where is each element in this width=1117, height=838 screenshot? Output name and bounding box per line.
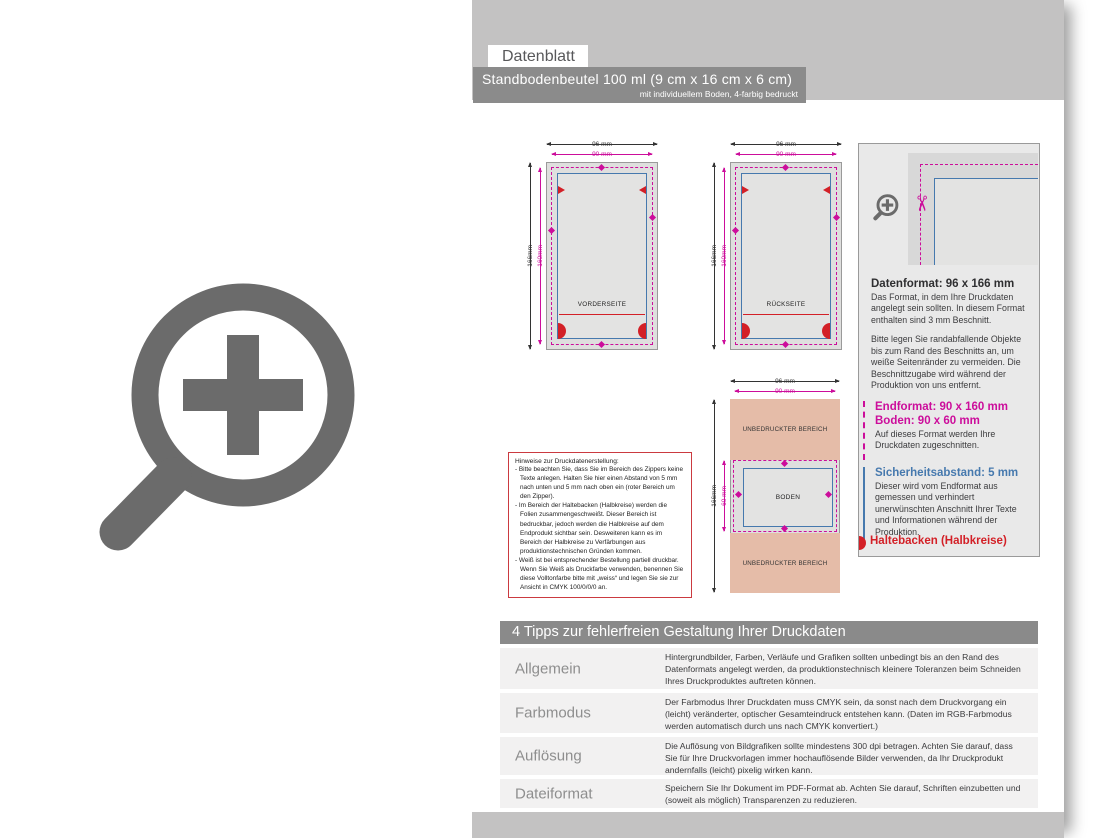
dim-width-inner (735, 151, 837, 158)
dim-line (731, 144, 841, 145)
dim-width-outer (730, 378, 840, 385)
hints-title: Hinweise zur Druckdatenerstellung: (515, 458, 619, 465)
hint-item: - Im Bereich der Haltebacken (Halbkreise) werden die Folien zusammengeschweißt. Dieser Bereich ist bedruckbar, jedoch werden die Halbkreise auf dem Endprodukt sichtbar sein. Desweiteren kann es im Bereich der Halbkreise zu Verfärbungen aus produktionstechnischen Gründen kommen. (515, 501, 685, 556)
dim-width-inner (551, 151, 653, 158)
section-haltebacken (859, 535, 1039, 551)
tip-text: Der Farbmodus Ihrer Druckdaten muss CMYK sein, da sonst nach dem Druckvorgang ein (leicht) veränderter, optischer Gesamteindruck entstehen kann. (Daten im RGB-Farbmodus werden automatisch durch uns nach CMYK konvertiert.) (665, 697, 1012, 731)
dim-label: 96 mm (772, 378, 798, 385)
dim-label: 90 mm (772, 388, 798, 395)
dim-width-inner (734, 388, 836, 395)
hint-item: - Weiß ist bei entsprechender Bestellung partiell druckbar. Wenn Sie Weiß als Druckfarbe verwenden, benennen Sie diese Volltonfarbe bitte mit „weiss“ und legen Sie sie zur Ansicht in CMYK 100/0/0/0 an. (515, 556, 685, 592)
title-bar (473, 67, 806, 103)
hints-list (515, 465, 685, 592)
dim-line (714, 400, 715, 592)
tip-label: Auflösung (515, 747, 582, 765)
dim-label: 90 mm (589, 151, 615, 158)
dim-label: 160mm (537, 242, 544, 270)
tip-label: Farbmodus (515, 704, 591, 722)
unprinted-label: UNBEDRUCKTER BEREICH (742, 426, 828, 433)
dim-line (547, 144, 657, 145)
magnifier-plus-graphic (872, 194, 900, 222)
corner-detail-illustration (908, 153, 1038, 265)
dim-height-boden (721, 460, 728, 532)
unprinted-zone-top (730, 399, 840, 460)
sicherheitsabstand-text: Dieser wird vom Endformat aus gemessen und verhindert unerwünschten Anschnitt Ihrer Texte und Informationen während der Produktion. (875, 481, 1017, 537)
unprinted-label: UNBEDRUCKTER BEREICH (742, 559, 828, 567)
dim-line (724, 461, 725, 531)
diagram-boden (711, 378, 840, 593)
tip-row-allgemein (500, 648, 1038, 689)
sicherheitsabstand-heading: Sicherheitsabstand: 5 mm (875, 467, 1019, 479)
boden-label: BODEN (775, 494, 801, 501)
dim-width-outer (546, 141, 658, 148)
tip-text: Die Auflösung von Bildgrafiken sollte mindestens 300 dpi betragen. Achten Sie darauf, dass Sie für Ihre Druckvorlagen immer hochauflösende Bilder verwenden, da Ihr Druckprodukt andernfalls (leicht) pixelig wirken kann. (665, 741, 1013, 775)
section-datenformat (871, 278, 1031, 399)
zipper-marker-right (823, 186, 830, 194)
diagram-back (711, 141, 842, 350)
dim-height-inner (721, 167, 728, 345)
diagram-front (527, 141, 658, 350)
zipper-marker-right (639, 186, 646, 194)
front-label: VORDERSEITE (577, 301, 627, 308)
zipper-marker-left (742, 186, 749, 194)
dim-label: 96 mm (589, 141, 615, 148)
dim-line (714, 163, 715, 349)
hint-item: - Bitte beachten Sie, dass Sie im Bereich des Zippers keine Texte anlegen. Halten Sie hier einen Abstand von 5 mm nach unten und 5 mm nach oben ein (roter Bereich um den Zipper). (515, 465, 685, 501)
half-circle-icon (859, 536, 866, 550)
dim-line (731, 381, 839, 382)
dim-height-outer (711, 399, 718, 593)
tip-text: Speichern Sie Ihr Dokument im PDF-Format ab. Achten Sie darauf, Schriften einzubetten und (soweit als möglich) Transparenzen zu reduzieren. (665, 783, 1021, 805)
datenformat-heading: Datenformat: 96 x 166 mm (871, 278, 1015, 290)
datasheet-page (472, 0, 1064, 838)
dim-label: 166mm (711, 242, 718, 270)
datenblatt-tab: Datenblatt (488, 45, 588, 68)
zipper-marker-left (558, 186, 565, 194)
safety-line (934, 178, 1038, 265)
dim-height-outer (711, 162, 718, 350)
scissors-icon: ✂ (909, 194, 933, 213)
zoom-in-icon[interactable] (88, 280, 368, 570)
dim-label: 166mm (527, 242, 534, 270)
dim-height-outer (527, 162, 534, 350)
magnifier-plus-graphic (88, 280, 368, 570)
dim-line (552, 154, 652, 155)
endformat-heading: Endformat: 90 x 160 mm (875, 401, 1008, 413)
tip-text: Hintergrundbilder, Farben, Verläufe und Grafiken sollten unbedingt bis an den Rand des Datenformats angelegt werden, da produktionstechnisch kleinere Toleranzen beim Schneiden Ihres Druckproduktes auftreten können. (665, 652, 1021, 686)
tip-row-farbmodus (500, 693, 1038, 733)
tip-row-dateiformat (500, 779, 1038, 808)
tip-label: Allgemein (515, 660, 581, 677)
tip-label: Dateiformat (515, 785, 593, 802)
dim-line (530, 163, 531, 349)
endformat-text: Auf dieses Format werden Ihre Druckdaten zugeschnitten. (875, 429, 996, 451)
hints-box (508, 452, 692, 598)
dim-label: 166mm (711, 482, 718, 510)
info-panel (858, 143, 1040, 557)
tips-header: 4 Tipps zur fehlerfreien Gestaltung Ihrer Druckdaten (500, 621, 1038, 644)
back-label: RÜCKSEITE (766, 301, 806, 308)
datenformat-text-2: Bitte legen Sie randabfallende Objekte bis zum Rand des Beschnitts an, um weiße Seitenränder zu vermeiden. Die Beschnittzugabe wird während der Produktion von uns entfernt. (871, 334, 1022, 390)
dim-width-outer (730, 141, 842, 148)
dim-label: 96 mm (773, 141, 799, 148)
dim-height-inner (537, 167, 544, 345)
boden-heading: Boden: 90 x 60 mm (875, 415, 980, 427)
boden-safety-area (743, 468, 833, 527)
seam-line (559, 314, 645, 316)
section-endformat (863, 401, 1031, 460)
dim-line (735, 391, 835, 392)
dim-line (724, 168, 725, 344)
dim-label: 160mm (721, 242, 728, 270)
haltebacken-label: Haltebacken (Halbkreise) (870, 535, 1007, 547)
dim-line (736, 154, 836, 155)
datenformat-text-1: Das Format, in dem Ihre Druckdaten angelegt sein sollten. In diesem Format enthalten sind 3 mm Beschnitt. (871, 292, 1025, 325)
dim-line (540, 168, 541, 344)
product-subtitle: mit individuellem Boden, 4-farbig bedruckt (639, 89, 798, 99)
product-title: Standbodenbeutel 100 ml (9 cm x 16 cm x 6 cm) (482, 71, 793, 87)
tip-row-aufloesung (500, 737, 1038, 775)
zoom-in-icon-small (872, 194, 900, 222)
seam-line (743, 314, 829, 316)
unprinted-zone-bottom (730, 533, 840, 593)
dim-label: 90 mm (773, 151, 799, 158)
dim-label: 60 mm (721, 483, 728, 509)
